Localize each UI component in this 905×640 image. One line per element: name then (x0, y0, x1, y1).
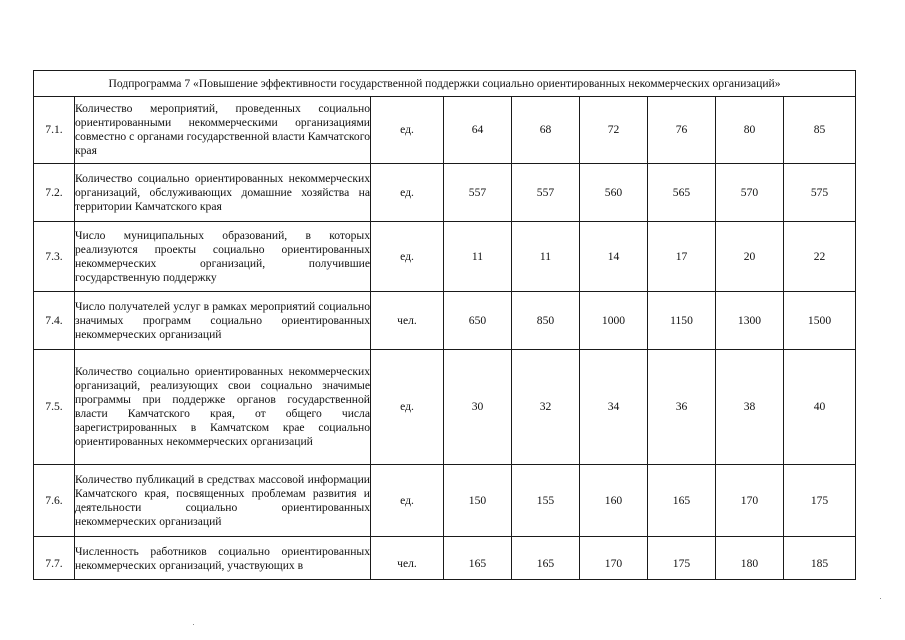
value-cell: 85 (784, 97, 856, 164)
value-cell: 160 (580, 465, 648, 537)
scan-speck (193, 624, 194, 625)
indicator-name: Число получателей услуг в рамках мероприятий социально значимых программ социально ориентированных некоммерческих организаций (75, 292, 371, 350)
value-cell: 650 (444, 292, 512, 350)
scan-speck (880, 598, 881, 599)
value-cell: 185 (784, 537, 856, 580)
indicators-table (33, 70, 856, 580)
value-cell: 11 (512, 222, 580, 292)
value-cell: 170 (716, 465, 784, 537)
unit-cell: ед. (371, 350, 444, 465)
row-number: 7.6. (34, 465, 75, 537)
value-cell: 11 (444, 222, 512, 292)
value-cell: 64 (444, 97, 512, 164)
value-cell: 20 (716, 222, 784, 292)
value-cell: 40 (784, 350, 856, 465)
value-cell: 34 (580, 350, 648, 465)
value-cell: 1150 (648, 292, 716, 350)
value-cell: 76 (648, 97, 716, 164)
unit-cell: ед. (371, 97, 444, 164)
indicator-name: Число муниципальных образований, в которых реализуются проекты социально ориентированных некоммерческих организаций, получившие государственную поддержку (75, 222, 371, 292)
value-cell: 557 (512, 164, 580, 222)
value-cell: 80 (716, 97, 784, 164)
table-row (34, 465, 856, 537)
value-cell: 575 (784, 164, 856, 222)
row-number: 7.7. (34, 537, 75, 580)
value-cell: 557 (444, 164, 512, 222)
value-cell: 150 (444, 465, 512, 537)
table-row (34, 222, 856, 292)
unit-cell: ед. (371, 164, 444, 222)
value-cell: 175 (784, 465, 856, 537)
value-cell: 1500 (784, 292, 856, 350)
row-number: 7.1. (34, 97, 75, 164)
value-cell: 14 (580, 222, 648, 292)
subprogram-heading-row (34, 71, 856, 97)
value-cell: 17 (648, 222, 716, 292)
indicator-name: Количество публикаций в средствах массовой информации Камчатского края, посвященных проблемам развития и деятельности социально ориентированных некоммерческих организаций (75, 465, 371, 537)
indicator-name-cell (75, 537, 371, 580)
table-row (34, 537, 856, 580)
table-row (34, 350, 856, 465)
indicator-name: Количество социально ориентированных некоммерческих организаций, обслуживающих домашние хозяйства на территории Камчатского края (75, 164, 371, 222)
row-number: 7.4. (34, 292, 75, 350)
row-number: 7.2. (34, 164, 75, 222)
value-cell: 1000 (580, 292, 648, 350)
value-cell: 38 (716, 350, 784, 465)
value-cell: 72 (580, 97, 648, 164)
unit-cell: чел. (371, 537, 444, 580)
value-cell: 165 (444, 537, 512, 580)
indicator-name: Численность работников социально ориентированных некоммерческих организаций, участвующих в (75, 545, 370, 572)
row-number: 7.3. (34, 222, 75, 292)
value-cell: 180 (716, 537, 784, 580)
row-number: 7.5. (34, 350, 75, 465)
unit-cell: ед. (371, 465, 444, 537)
value-cell: 170 (580, 537, 648, 580)
subprogram-heading: Подпрограмма 7 «Повышение эффективности государственной поддержки социально ориентированных некоммерческих организаций» (34, 71, 856, 97)
table-row (34, 164, 856, 222)
unit-cell: чел. (371, 292, 444, 350)
indicator-name: Количество мероприятий, проведенных социально ориентированными некоммерческими организациями совместно с органами государственной власти Камчатского края (75, 97, 371, 164)
value-cell: 155 (512, 465, 580, 537)
value-cell: 565 (648, 164, 716, 222)
value-cell: 22 (784, 222, 856, 292)
value-cell: 30 (444, 350, 512, 465)
unit-cell: ед. (371, 222, 444, 292)
value-cell: 165 (512, 537, 580, 580)
table-row (34, 97, 856, 164)
value-cell: 560 (580, 164, 648, 222)
value-cell: 32 (512, 350, 580, 465)
value-cell: 68 (512, 97, 580, 164)
value-cell: 1300 (716, 292, 784, 350)
indicator-name: Количество социально ориентированных некоммерческих организаций, реализующих свои социально значимые программы при поддержке органов государственной власти Камчатского края, от общего числа зарегистрированных в Камчатском крае социально ориентированных некоммерческих организаций (75, 350, 371, 465)
value-cell: 570 (716, 164, 784, 222)
table-row (34, 292, 856, 350)
value-cell: 850 (512, 292, 580, 350)
value-cell: 165 (648, 465, 716, 537)
value-cell: 175 (648, 537, 716, 580)
value-cell: 36 (648, 350, 716, 465)
